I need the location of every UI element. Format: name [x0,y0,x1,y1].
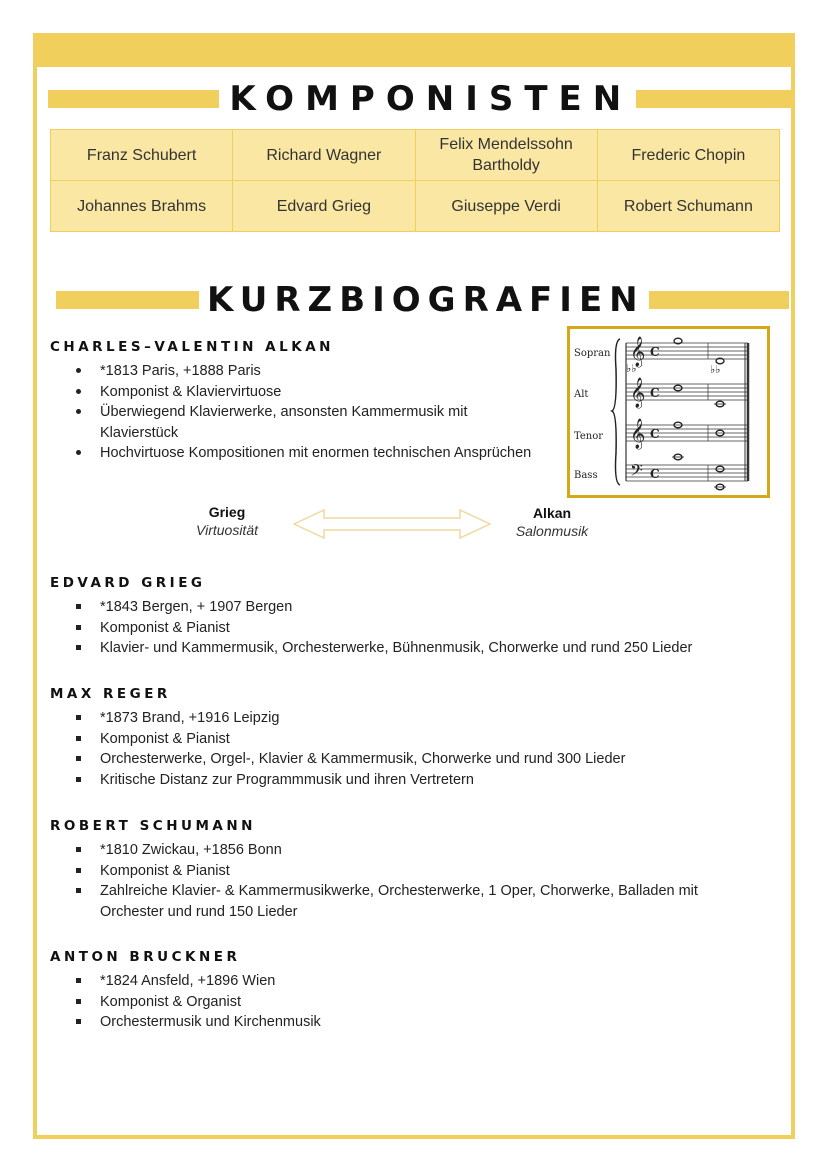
comparison-left-sub: Virtuosität [196,522,258,538]
composer-cell: Edvard Grieg [233,181,415,232]
composer-cell: Johannes Brahms [51,181,233,232]
voice-label: Bass [574,470,598,481]
list-item: Kritische Distanz zur Programmmusik und ihren Vertretern [74,770,750,791]
list-item: *1824 Ansfeld, +1896 Wien [74,971,750,992]
svg-text:♭♭: ♭♭ [710,363,721,376]
bio-name: CHARLES–VALENTIN ALKAN [50,339,334,355]
list-item: Orchesterwerke, Orgel-, Klavier & Kammermusik, Chorwerke und rund 300 Lieder [74,749,750,770]
svg-text:𝄞: 𝄞 [630,337,646,367]
list-item: Komponist & Organist [74,992,750,1013]
voice-label: Tenor [574,431,604,442]
composer-cell: Frederic Chopin [597,130,779,181]
list-item: *1843 Bergen, + 1907 Bergen [74,597,750,618]
list-item: Komponist & Pianist [74,618,750,639]
bio-grieg [50,575,750,659]
bio-alkan [50,339,550,464]
bio-list [50,840,750,922]
heading-bar-right [636,90,791,108]
bio-list [50,708,750,790]
svg-text:C: C [650,467,660,481]
bio-name: ANTON BRUCKNER [50,949,241,965]
svg-text:C: C [650,345,660,359]
comparison-right-name: Alkan [532,505,572,521]
composer-cell: Franz Schubert [51,130,233,181]
svg-text:C: C [650,427,660,441]
comparison-left [187,503,267,539]
table-row [51,130,780,181]
list-item: Komponist & Pianist [74,861,750,882]
heading-bar-right [649,291,789,309]
list-item: Überwiegend Klavierwerke, ansonsten Kammermusik mit Klavierstück [74,402,514,443]
composer-cell: Felix Mendelssohn Bartholdy [415,130,597,181]
list-item: *1813 Paris, +1888 Paris [74,361,550,382]
list-item: Komponist & Klaviervirtuose [74,382,550,403]
voice-label: Sopran [574,348,611,359]
bio-list [50,597,750,659]
bio-reger [50,686,750,790]
bio-name: MAX REGER [50,686,171,702]
bios-heading: KURZBIOGRAFIEN [207,280,645,320]
list-item: *1873 Brand, +1916 Leipzig [74,708,750,729]
top-banner [37,37,791,67]
page-frame [33,33,795,1139]
bio-name: ROBERT SCHUMANN [50,818,256,834]
comparison-right [507,504,597,540]
comparison-left-name: Grieg [208,504,246,520]
composers-heading: KOMPONISTEN [229,79,633,119]
list-item: Zahlreiche Klavier- & Kammermusikwerke, Orchesterwerke, 1 Oper, Chorwerke, Balladen mit Orchester und rund 150 Lieder [74,881,750,922]
svg-text:𝄢: 𝄢 [630,460,643,484]
list-item: Hochvirtuose Kompositionen mit enormen technischen Ansprüchen [74,443,550,464]
svg-text:𝄞: 𝄞 [630,378,646,408]
voice-label: Alt [574,389,589,400]
comparison-right-sub: Salonmusik [515,523,589,539]
svg-text:𝄞: 𝄞 [630,419,646,449]
svg-text:♭♭: ♭♭ [626,362,637,375]
heading-bar-left [48,90,219,108]
bios-heading-row [37,280,791,320]
list-item: Komponist & Pianist [74,729,750,750]
bio-list [50,361,550,464]
bio-list [50,971,750,1033]
double-arrow-icon [292,507,492,541]
bio-bruckner [50,949,750,1033]
svg-text:C: C [650,386,660,400]
composer-cell: Giuseppe Verdi [415,181,597,232]
bio-schumann [50,818,750,922]
composer-table [50,129,780,232]
four-voice-score-icon [570,329,767,495]
composer-cell: Richard Wagner [233,130,415,181]
table-row [51,181,780,232]
score-image [567,326,770,498]
list-item: *1810 Zwickau, +1856 Bonn [74,840,750,861]
composer-cell: Robert Schumann [597,181,779,232]
bio-name: EDVARD GRIEG [50,575,206,591]
list-item: Orchestermusik und Kirchenmusik [74,1012,750,1033]
heading-bar-left [56,291,199,309]
composers-heading-row [37,79,791,119]
list-item: Klavier- und Kammermusik, Orchesterwerke, Bühnenmusik, Chorwerke und rund 250 Lieder [74,638,750,659]
